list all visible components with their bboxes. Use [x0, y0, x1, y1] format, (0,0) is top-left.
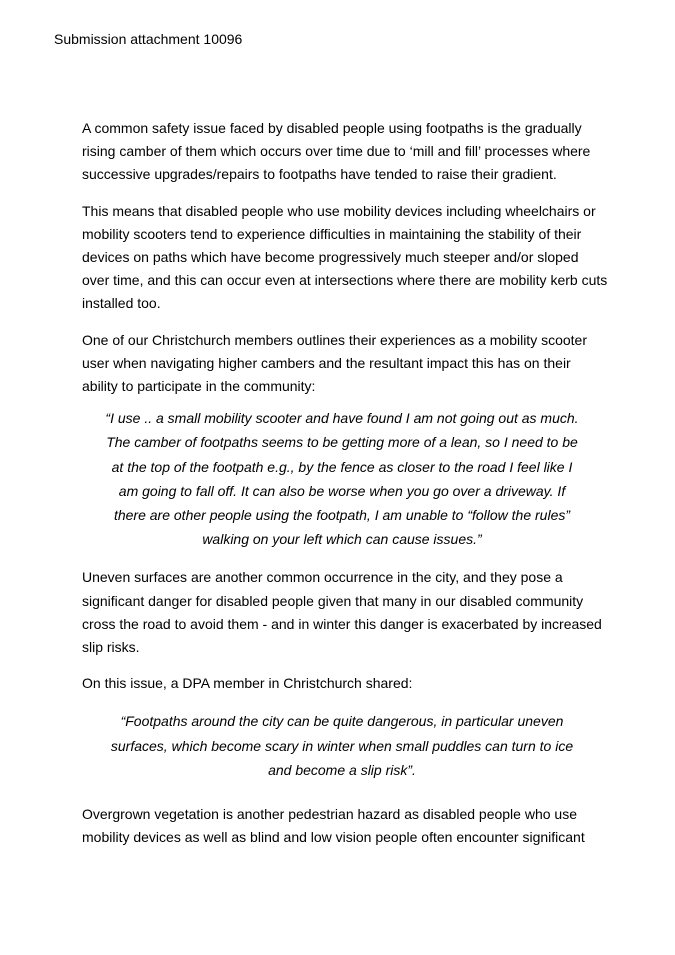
- text-line: mobility scooters tend to experience difficulties in maintaining the stability of their: [82, 225, 582, 242]
- paragraph-dpa-member: [82, 672, 602, 695]
- quote-line: surfaces, which become scary in winter when small puddles can turn to ice: [110, 737, 574, 754]
- text-line: cross the road to avoid them - and in winter this danger is exacerbated by increased: [82, 615, 602, 632]
- paragraph-overgrown-vegetation: [82, 803, 602, 849]
- paragraph-member-experience: [82, 329, 602, 399]
- text-line: This means that disabled people who use mobility devices including wheelchairs or: [82, 202, 596, 219]
- quote-line: at the top of the footpath e.g., by the fence as closer to the road I feel like I: [111, 458, 573, 475]
- quote-line: “Footpaths around the city can be quite dangerous, in particular uneven: [120, 713, 564, 730]
- text-line: mobility devices as well as blind and low vision people often encounter significant: [82, 829, 585, 846]
- quote-line: there are other people using the footpath, I am unable to “follow the rules”: [113, 507, 571, 524]
- text-line: significant danger for disabled people given that many in our disabled community: [82, 592, 584, 609]
- quote-footpaths-dangerous: [82, 709, 602, 782]
- paragraph-mobility-devices: [82, 200, 608, 316]
- document-header: Submission attachment 10096: [54, 31, 243, 47]
- paragraph-camber-issue: [82, 117, 602, 187]
- text-line: Overgrown vegetation is another pedestrian hazard as disabled people who use: [82, 806, 577, 823]
- quote-line: and become a slip risk”.: [268, 761, 416, 778]
- quote-line: walking on your left which can cause issues.”: [202, 531, 482, 548]
- document-body: [82, 117, 608, 862]
- quote-mobility-scooter: [82, 406, 602, 551]
- text-line: installed too.: [82, 295, 161, 312]
- text-line: successive upgrades/repairs to footpaths have tended to raise their gradient.: [82, 166, 557, 183]
- text-line: ability to participate in the community:: [82, 378, 316, 395]
- quote-line: The camber of footpaths seems to be getting more of a lean, so I need to be: [106, 434, 578, 451]
- quote-line: “I use .. a small mobility scooter and have found I am not going out as much.: [105, 410, 579, 427]
- paragraph-uneven-surfaces: [82, 566, 602, 659]
- text-line: One of our Christchurch members outlines their experiences as a mobility scooter: [82, 331, 587, 348]
- text-line: over time, and this can occur even at intersections where there are mobility kerb cuts: [82, 272, 608, 289]
- text-line: A common safety issue faced by disabled people using footpaths is the gradually: [82, 120, 582, 136]
- text-line: Uneven surfaces are another common occurrence in the city, and they pose a: [82, 569, 563, 586]
- text-line: devices on paths which have become progressively much steeper and/or sloped: [82, 249, 579, 266]
- text-line: slip risks.: [82, 639, 140, 656]
- text-line: user when navigating higher cambers and the resultant impact this has on their: [82, 354, 571, 371]
- text-line: rising camber of them which occurs over time due to ‘mill and fill’ processes where: [82, 143, 591, 160]
- quote-line: am going to fall off. It can also be worse when you go over a driveway. If: [118, 482, 566, 499]
- text-line: On this issue, a DPA member in Christchurch shared:: [82, 675, 413, 692]
